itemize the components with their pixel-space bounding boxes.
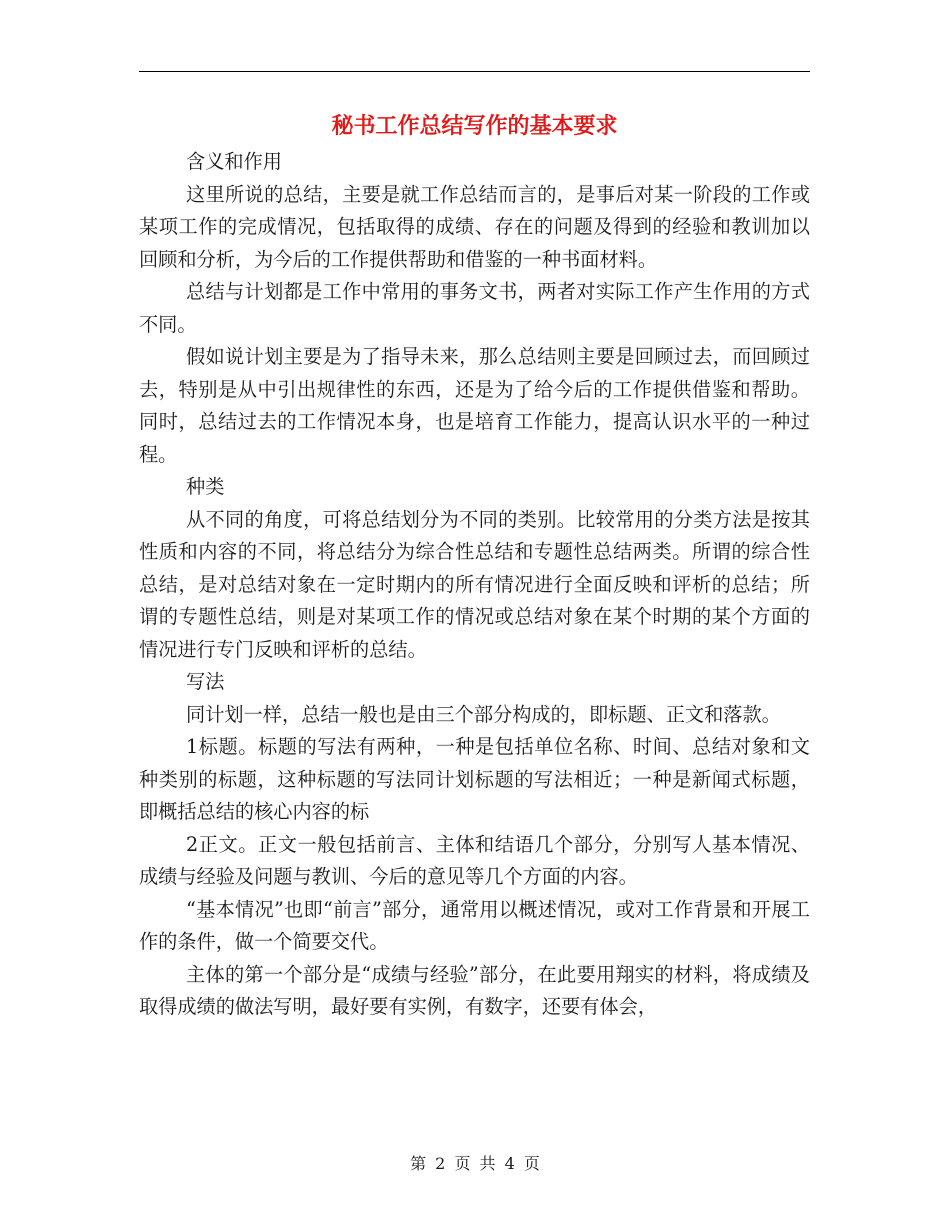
paragraph: 总结与计划都是工作中常用的事务文书，两者对实际工作产生作用的方式不同。 [139,280,810,336]
section-heading-types: 种类 [186,475,225,498]
section-heading-writing: 写法 [186,670,225,693]
document-body [139,146,810,1024]
header-rule [139,71,810,72]
paragraph: 2正文。正文一般包括前言、主体和结语几个部分，分别写人基本情况、成绩与经验及问题与教训、今后的意见等几个方面的内容。 [139,832,810,888]
paragraph: 假如说计划主要是为了指导未来，那么总结则主要是回顾过去，而回顾过去，特别是从中引出规律性的东西，还是为了给今后的工作提供借鉴和帮助。同时，总结过去的工作情况本身，也是培育工作能力，提高认识水平的一种过程。 [139,345,810,466]
paragraph: 1标题。标题的写法有两种，一种是包括单位名称、时间、总结对象和文种类别的标题，这种标题的写法同计划标题的写法相近；一种是新闻式标题，即概括总结的核心内容的标 [139,735,810,823]
page-number-footer: 第 2 页 共 4 页 [410,1154,540,1173]
paragraph: “基本情况”也即“前言”部分，通常用以概述情况，或对工作背景和开展工作的条件，做一个简要交代。 [139,897,810,953]
section-heading-meaning: 含义和作用 [186,150,282,173]
paragraph: 主体的第一个部分是“成绩与经验”部分，在此要用翔实的材料，将成绩及取得成绩的做法写明，最好要有实例，有数字，还要有体会， [139,962,810,1018]
paragraph: 这里所说的总结，主要是就工作总结而言的，是事后对某一阶段的工作或某项工作的完成情况，包括取得的成绩、存在的问题及得到的经验和教训加以回顾和分析，为今后的工作提供帮助和借鉴的一种书面材料。 [139,182,810,271]
paragraph: 从不同的角度，可将总结划分为不同的类别。比较常用的分类方法是按其性质和内容的不同，将总结分为综合性总结和专题性总结两类。所谓的综合性总结，是对总结对象在一定时期内的所有情况进行全面反映和评析的总结；所谓的专题性总结，则是对某项工作的情况或总结对象在某个时期的某个方面的情况进行专门反映和评析的总结。 [139,507,810,661]
document-title: 秘书工作总结写作的基本要求 [331,113,618,139]
paragraph: 同计划一样，总结一般也是由三个部分构成的，即标题、正文和落款。 [186,702,781,726]
